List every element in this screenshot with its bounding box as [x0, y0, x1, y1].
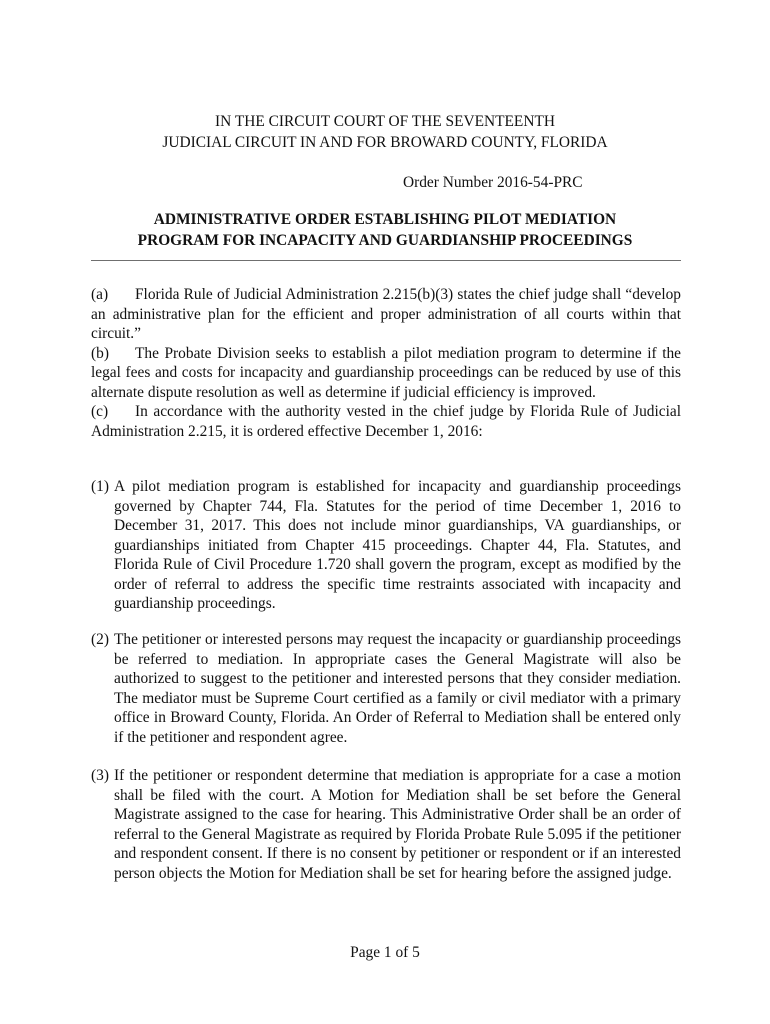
- numbered-item-2: [91, 630, 681, 747]
- item-number: (3): [91, 767, 109, 784]
- preamble-paragraph-c: [91, 402, 681, 441]
- preamble-label: (a): [91, 286, 109, 303]
- preamble-text: In accordance with the authority vested in the chief judge by Florida Rule of Judicial Administration 2.215, it is ordered effective December 1, 2016:: [91, 403, 681, 440]
- item-number: (1): [91, 478, 109, 495]
- preamble-paragraph-b: [91, 344, 681, 403]
- preamble-text: Florida Rule of Judicial Administration 2.215(b)(3) states the chief judge shall “develop an administrative plan for the efficient and proper administration of all courts within that circuit.”: [91, 286, 681, 342]
- preamble-label: (b): [91, 344, 109, 362]
- item-number: (2): [91, 631, 109, 648]
- order-title-line-1: ADMINISTRATIVE ORDER ESTABLISHING PILOT MEDIATION: [153, 211, 617, 228]
- item-text: The petitioner or interested persons may request the incapacity or guardianship proceedings be referred to mediation. In appropriate cases the General Magistrate will also be authorized to suggest to the petitioner and interested persons that they consider mediation. The mediator must be Supreme Court certified as a family or civil mediator with a primary office in Broward County, Florida. An Order of Referral to Mediation shall be entered only if the petitioner and respondent agree.: [114, 631, 681, 746]
- title-divider: [91, 260, 681, 261]
- page-number: Page 1 of 5: [350, 944, 420, 961]
- court-caption-line-1: IN THE CIRCUIT COURT OF THE SEVENTEENTH: [215, 113, 555, 130]
- court-caption-line-2: JUDICIAL CIRCUIT IN AND FOR BROWARD COUNTY, FLORIDA: [162, 134, 608, 151]
- order-number: Order Number 2016-54-PRC: [403, 174, 583, 191]
- numbered-item-3: [91, 766, 681, 883]
- preamble-text: The Probate Division seeks to establish a pilot mediation program to determine if the legal fees and costs for incapacity and guardianship proceedings can be reduced by use of this alternate dispute resolution as well as determine if judicial efficiency is improved.: [91, 344, 681, 401]
- preamble: [91, 285, 681, 441]
- item-text: If the petitioner or respondent determine that mediation is appropriate for a case a motion shall be filed with the court. A Motion for Mediation shall be set before the General Magistrate assigned to the case for hearing. This Administrative Order shall be an order of referral to the General Magistrate as required by Florida Probate Rule 5.095 if the petitioner and respondent consent. If there is no consent by petitioner or respondent or if an interested person objects the Motion for Mediation shall be set for hearing before the assigned judge.: [114, 767, 681, 882]
- item-text: A pilot mediation program is established for incapacity and guardianship proceedings governed by Chapter 744, Fla. Statutes for the period of time December 1, 2016 to December 31, 2017. This does not include minor guardianships, VA guardianships, or guardianships initiated from Chapter 415 proceedings. Chapter 44, Fla. Statutes, and Florida Rule of Civil Procedure 1.720 shall govern the program, except as modified by the order of referral to address the specific time restraints associated with incapacity and guardianship proceedings.: [114, 478, 681, 612]
- preamble-paragraph-a: [91, 285, 681, 344]
- preamble-label: (c): [91, 403, 109, 420]
- order-title-line-2: PROGRAM FOR INCAPACITY AND GUARDIANSHIP PROCEEDINGS: [137, 232, 633, 249]
- order-title: [0, 209, 770, 251]
- numbered-item-1: [91, 477, 681, 614]
- court-caption: [0, 111, 770, 153]
